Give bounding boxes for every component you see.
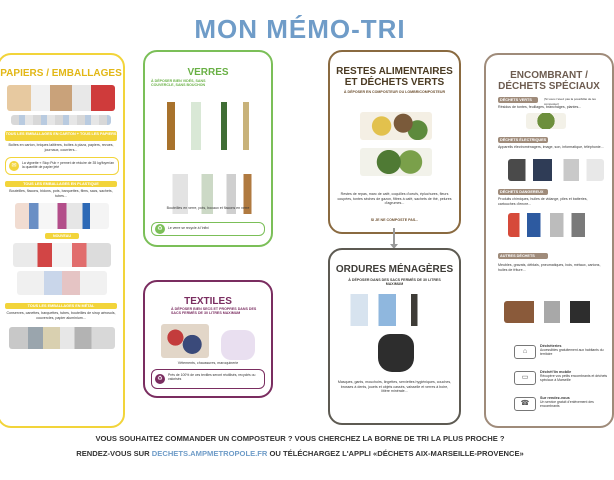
metal-cans-image — [9, 327, 115, 349]
household-waste-image — [342, 294, 450, 326]
papers-cardboard-image — [7, 85, 115, 111]
card-textiles — [143, 280, 273, 398]
dechets-verts-description: Résidus de tontes, feuillages, branchages, plantes... — [498, 105, 582, 109]
truck-icon: ▭ — [514, 371, 536, 385]
nouveau-badge: NOUVEAU — [45, 233, 79, 239]
restes-note: SI JE NE COMPOSTE PAS... — [370, 218, 419, 222]
note-stop-pub: ✉ La vignette « Stop Pub » permet de réduire de 35 kg/foyer/an la quantité de papier jeté — [5, 157, 119, 175]
page-title: MON MÉMO-TRI — [194, 14, 406, 44]
section-dechets-verts: DÉCHETS VERTS — [498, 97, 538, 103]
section-autres-dechets: AUTRES DÉCHETS — [498, 253, 548, 259]
info-icon: ✉ — [9, 161, 19, 171]
footer-suffix: OU TÉLÉCHARGEZ L'APPLI «DÉCHETS AIX-MARSEILLE-PROVENCE» — [269, 449, 524, 458]
restes-subtitle: À DÉPOSER EN COMPOSTEUR OU LOMBRICOMPOSTEUR — [343, 90, 446, 94]
footer-cta — [0, 449, 600, 458]
card-ordures-menageres — [328, 248, 461, 425]
section-dechets-dangereux: DÉCHETS DANGEREUX — [498, 189, 548, 195]
ordures-title: ORDURES MÉNAGÈRES — [335, 264, 454, 275]
section-metal: TOUS LES EMBALLAGES EN MÉTAL — [5, 303, 117, 309]
plastic-films-image — [13, 243, 111, 267]
trash-bag-image — [378, 334, 414, 372]
card-verres — [143, 50, 273, 247]
ordures-subtitle: À DÉPOSER DANS DES SACS FERMÉS DE 30 LITRES MAXIMUM — [348, 278, 441, 287]
restes-title: RESTES ALIMENTAIRES ET DÉCHETS VERTS — [336, 66, 453, 88]
textiles-description: Vêtements, chaussures, maroquinerie — [177, 361, 239, 365]
papiers-title: PAPIERS / EMBALLAGES — [0, 68, 122, 79]
clothes-bag-image — [221, 330, 255, 360]
card-encombrant-dechets-speciaux — [484, 53, 614, 428]
newspapers-image — [11, 115, 111, 125]
branches-image — [526, 113, 566, 129]
food-scraps-image — [360, 112, 432, 140]
metal-description: Conserves, canettes, barquettes, tubes, bouteilles de sirop aérosols, couvercles, papier aluminium... — [6, 311, 116, 320]
footer-website-link[interactable]: DECHETS.AMPMETROPOLE.FR — [151, 449, 268, 458]
dechets-electriques-description: Appareils électroménagers, image, son, informatique, téléphonie... — [498, 145, 604, 149]
verres-title: VERRES — [187, 67, 229, 78]
recycle-icon: ♻ — [155, 374, 165, 384]
autres-dechets-description: Meubles, gravats, déblais, pneumatiques, bois, métaux, cartons, huiles de friture... — [498, 263, 601, 272]
phone-icon: ☎ — [514, 397, 536, 411]
section-plastique: TOUS LES EMBALLAGES EN PLASTIQUE — [5, 181, 117, 187]
green-waste-image — [360, 148, 432, 176]
dechets-dangereux-description: Produits chimiques, huiles de vidange, piles et batteries, cartouches d'encre... — [498, 197, 588, 206]
cartons-description: Boîtes en carton, briques laitières, boîtes à pizza, papiers, revues, journaux, courriers... — [8, 143, 114, 152]
dechets-verts-hint: (Si vous n'avez pas la possibilité de les composter) — [544, 97, 596, 106]
dechetterie-icon: ⌂ — [514, 345, 536, 359]
footer-prefix: RENDEZ-VOUS SUR — [76, 449, 150, 458]
recycle-icon: ♻ — [155, 224, 165, 234]
verres-description: Bouteilles en verre, pots, bocaux et flacons en verre — [166, 206, 250, 210]
lieu-dechetteries: Déchèteries Accessibles gratuitement aux habitants du territoire — [540, 344, 604, 357]
restes-description: Restes de repas, marc de café, coquilles d'oeufs, épluchures, fleurs coupées, tontes sèches de gazon, filtres à café, sachets de thé, pelures d'agrumes... — [337, 192, 452, 206]
furniture-tires-image — [504, 301, 604, 323]
ordures-description: Masques, gants, mouchoirs, lingettes, serviettes hygiéniques, couches, brosses à dents, jouets et objets cassés, vaisselle et verres à boire, litière minérale... — [337, 380, 452, 394]
card-restes-alimentaires — [328, 50, 461, 234]
hazardous-products-image — [508, 213, 604, 237]
appliances-image — [508, 159, 604, 181]
section-cartons-papiers: TOUS LES EMBALLAGES EN CARTON + TOUS LES PAPIERS — [5, 131, 117, 141]
plastique-description: Bouteilles, flacons, bidons, pots, barquettes, films, sacs, sachets, tubes... — [9, 189, 113, 198]
footer-question: VOUS SOUHAITEZ COMMANDER UN COMPOSTEUR ? VOUS CHERCHEZ LA BORNE DE TRI LA PLUS PROCHE ? — [95, 434, 505, 443]
plastic-bottles-image — [15, 203, 109, 229]
arrow-down-icon — [393, 228, 395, 246]
lieu-sur-rendez-vous: Sur rendez-vous Un service gratuit d'enlèvement des encombrants — [540, 396, 594, 409]
note-textiles-recyclage: ♻ Près de 100% de ces textiles seront réutilisés, recyclés ou valorisés — [151, 369, 265, 389]
clothes-pile-image — [161, 324, 209, 358]
card-papiers-emballages — [0, 53, 125, 428]
textiles-subtitle: À DÉPOSER BIEN SECS ET PROPRES DANS DES SACS FERMÉS DE 30 LITRES MAXIMUM — [171, 307, 257, 316]
textiles-title: TEXTILES — [184, 296, 232, 307]
verres-subtitle: À DÉPOSER BIEN VIDÉS, SANS COUVERCLE, SANS BOUCHON — [151, 79, 206, 88]
plastic-trays-image — [17, 271, 107, 295]
lieu-dechetlin-mobile: Déchèt'lin mobile Récupère vos petits encombrants et déchets spéciaux à Marseille — [540, 370, 608, 383]
glass-bottles-image — [161, 102, 261, 150]
encombrant-title: ENCOMBRANT / DÉCHETS SPÉCIAUX — [498, 70, 600, 92]
section-dechets-electriques: DÉCHETS ÉLECTRIQUES — [500, 137, 547, 142]
note-verre-recyclage: ♻ Le verre se recycle à l'infini — [151, 222, 265, 236]
